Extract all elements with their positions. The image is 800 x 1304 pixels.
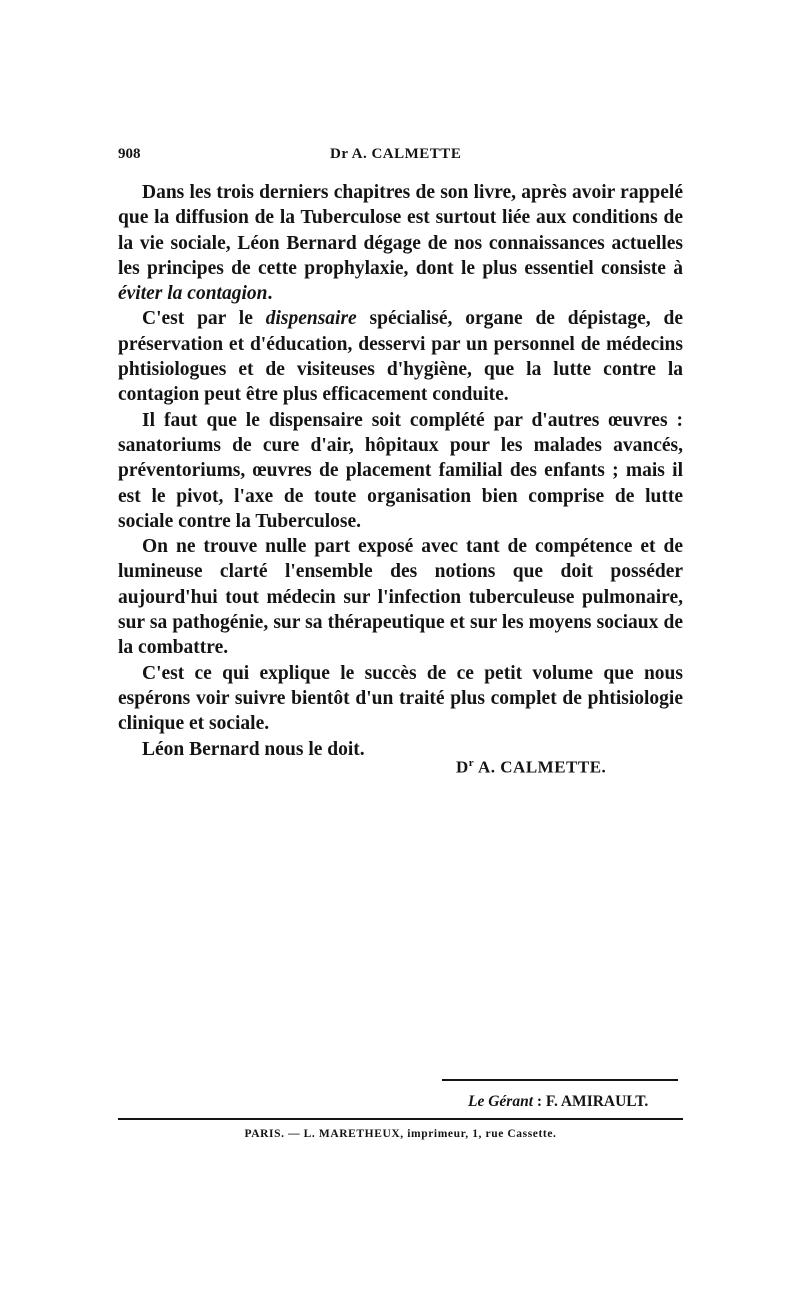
page-number: 908	[118, 146, 141, 162]
paragraph-2-emphasis: dispensaire	[265, 308, 357, 330]
gerant-name: : F. AMIRAULT.	[536, 1093, 649, 1110]
signature-name: A. CALMETTE.	[477, 757, 607, 777]
body-text	[118, 180, 683, 762]
signature	[456, 757, 606, 778]
footer-rule-short	[442, 1079, 678, 1081]
paragraph-6: Léon Bernard nous le doit.	[142, 738, 365, 760]
paragraph-1-emphasis: éviter la contagion	[118, 283, 268, 305]
paragraph-5: C'est ce qui explique le succès de ce petit volume que nous espérons voir suivre bientôt d'un traité plus complet de phtisiologie clinique et sociale.	[118, 662, 683, 735]
gerant-line	[468, 1093, 648, 1111]
paragraph-2-text: C'est par le	[142, 308, 266, 330]
running-head: Dr A. CALMETTE	[330, 146, 462, 162]
paragraph-1-text: Dans les trois derniers chapitres de son livre, après avoir rappelé que la diffusion de la Tuberculose est surtout liée aux conditions de la vie sociale, Léon Bernard dégage de nos connaissances actuelles les principes de cette prophylaxie, dont le plus essentiel consiste à	[118, 182, 683, 279]
paragraph-2-end: spécialisé, organe de dépistage, de préservation et d'éducation, desservi par un personnel de médecins phtisiologues et de visiteuses d'hygiène, que la lutte contre la contagion peut être plus efficacement conduite.	[118, 308, 683, 406]
paragraph-3: Il faut que le dispensaire soit complété par d'autres œuvres : sanatoriums de cure d'air, hôpitaux pour les malades avancés, préventoriums, œuvres de placement familial des enfants ; mais il est le pivot, l'axe de toute organisation bien comprise de lutte sociale contre la Tuberculose.	[118, 409, 683, 532]
paragraph-4: On ne trouve nulle part exposé avec tant de compétence et de lumineuse clarté l'ensemble des notions que doit posséder aujourd'hui tout médecin sur l'infection tuberculeuse pulmonaire, sur sa pathogénie, sur sa thérapeutique et sur les moyens sociaux de la combattre.	[118, 536, 683, 659]
gerant-label: Le Gérant	[468, 1093, 534, 1110]
paragraph-2	[118, 306, 683, 407]
footer-rule-long	[118, 1118, 683, 1120]
paragraph-1	[118, 180, 683, 306]
paragraph-1-end: .	[267, 283, 273, 305]
signature-prefix: D	[456, 757, 469, 777]
printer-line: PARIS. — L. MARETHEUX, imprimeur, 1, rue Cassette.	[244, 1128, 557, 1140]
signature-sup: r	[468, 757, 475, 769]
